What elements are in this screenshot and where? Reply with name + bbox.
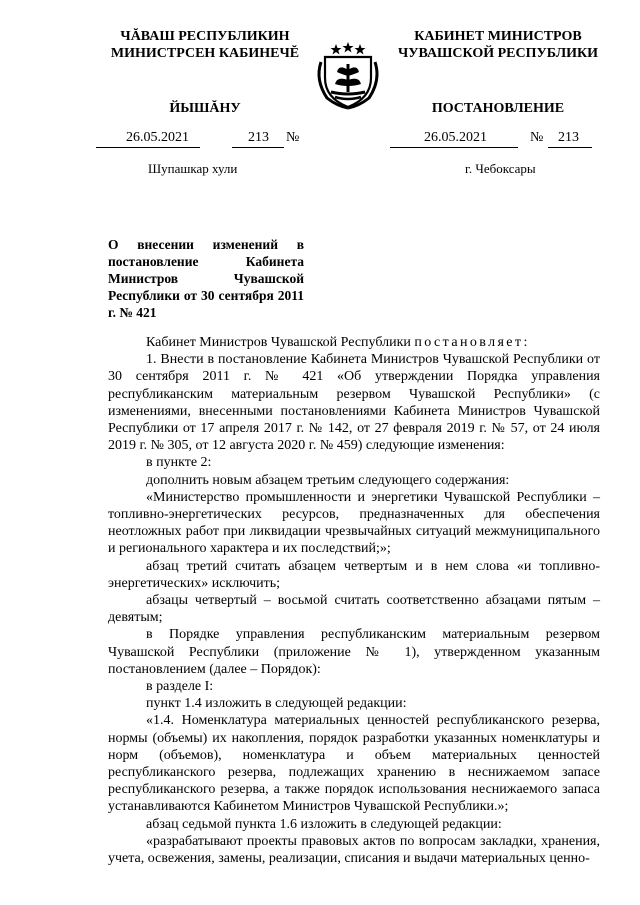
doc-type-russian: ПОСТАНОВЛЕНИЕ [431,101,565,116]
intro-verb: постановляет: [414,335,530,350]
body-paragraph: в Порядке управления республиканским материальным резервом Чувашской Республики (приложение № 1), утвержденном указанным постановлением (далее – Порядок): [108,627,600,677]
place-russian: г. Чебоксары [465,161,536,176]
place-chuvash: Шупашкар хули [148,161,238,176]
date-underline [96,147,200,148]
chuvash-coat-of-arms-icon [311,40,385,110]
body-paragraph: «разрабатывают проекты правовых актов по вопросам закладки, хранения, учета, освежения, замены, реализации, списания и выдачи материальных ценно- [108,833,600,867]
number-sign-right: № [530,130,544,145]
number-right: 213 [558,130,579,145]
body-paragraph: абзац седьмой пункта 1.6 изложить в следующей редакции: [146,816,502,832]
body-paragraph: дополнить новым абзацем третьим следующего содержания: [146,472,510,488]
header-right-line1: КАБИНЕТ МИНИСТРОВ [414,29,582,44]
date-right: 26.05.2021 [424,130,487,145]
intro-paragraph [108,334,600,351]
body-paragraph: в пункте 2: [146,455,212,471]
body-paragraph: «Министерство промышленности и энергетики Чувашской Республики – топливно-энергетических ресурсов, предназначенных для обеспечения неотложных работ при ликвидации чрезвычайных ситуаций межмуниципального и регионального характера и их последствий;»; [108,489,600,557]
document-body [108,334,600,867]
number-underline [548,147,592,148]
body-paragraph: в разделе I: [146,679,214,695]
header-left-line1: ЧĂВАШ РЕСПУБЛИКИН [120,29,290,44]
date-underline [390,147,518,148]
document-subject: О внесении изменений в постановление Кабинета Министров Чувашской Республики от 30 сентября 2011 г. № 421 [108,237,304,320]
header-left [100,28,310,62]
date-left: 26.05.2021 [126,130,189,145]
header-right [388,28,608,62]
number-sign-left: № [286,130,300,145]
dateline-right [390,130,590,148]
body-paragraph: абзацы четвертый – восьмой считать соответственно абзацами пятым – девятым; [108,593,600,626]
body-paragraph: пункт 1.4 изложить в следующей редакции: [146,696,407,712]
body-paragraph: абзац третий считать абзацем четвертым и в нем слова «и топливно-энергетических» исключить; [108,558,600,591]
header-left-line2: МИНИСТРСЕН КАБИНЕЧĔ [110,46,300,61]
dateline-left [96,130,316,148]
body-paragraph: 1. Внести в постановление Кабинета Министров Чувашской Республики от 30 сентября 2011 г. № 421 «Об утверждении Порядка управления республиканским материальным резервом Чувашской Республики» (с изменениями, внесенными постановлениями Кабинета Министров Чувашской Республики от 17 апреля 2017 г. № 142, от 27 февраля 2019 г. № 57, от 24 июля 2019 г. № 305, от 12 августа 2020 г. № 459) следующие изменения: [108,352,600,454]
body-paragraph: «1.4. Номенклатура материальных ценностей республиканского резерва, нормы (объемы) их накопления, порядок разработки указанных номенклатуры и норм (объемов), номенклатура и объем материальных ценностей республиканского резерва, подлежащих хранению в неснижаемом запасе республиканского резерва, а также порядок использования неснижаемого запаса устанавливаются Кабинетом Министров Чувашской Республики.»; [108,713,600,815]
number-underline [232,147,284,148]
intro-lead: Кабинет Министров Чувашской Республики [146,335,411,350]
doc-type-chuvash: ЙЫШĂНУ [169,101,241,116]
number-left: 213 [248,130,269,145]
header-right-line2: ЧУВАШСКОЙ РЕСПУБЛИКИ [397,46,599,61]
